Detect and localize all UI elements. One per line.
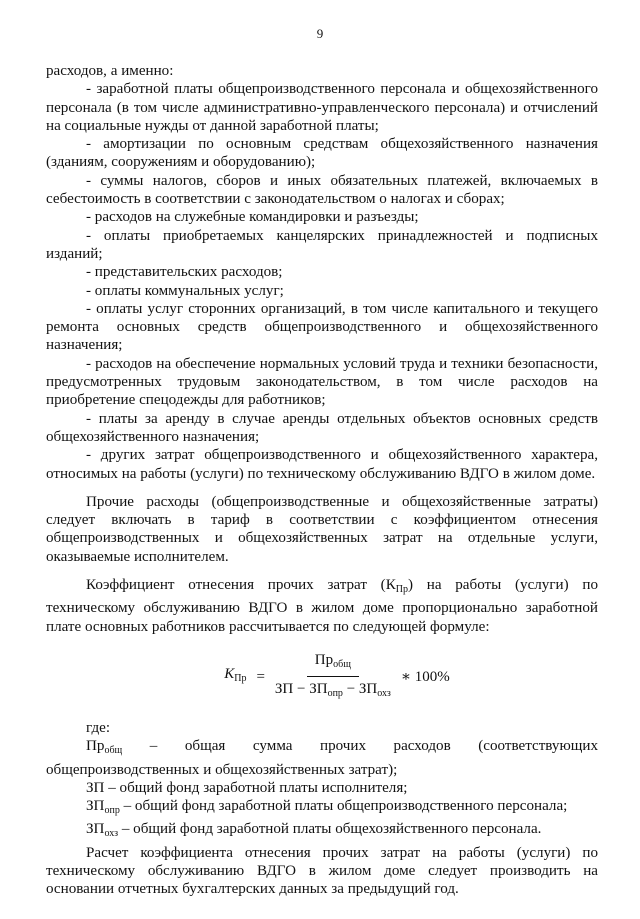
formula-equals: =	[256, 668, 265, 685]
list-item: - амортизации по основным средствам общехозяйственного назначения (зданиям, сооружениям и оборудованию);	[46, 136, 598, 171]
list-item: - оплаты услуг сторонних организаций, в том числе капитального и текущего ремонта основных средств общепроизводственного и общехозяйственного назначения;	[46, 300, 598, 354]
list-item: - оплаты приобретаемых канцелярских принадлежностей и подписных изданий;	[46, 227, 598, 262]
definition-zp-ohz: $ЗП_{охз}$ – общий фонд заработной платы общехозяйственного персонала.	[86, 821, 542, 840]
list-item: - суммы налогов, сборов и иных обязательных платежей, включаемых в себестоимость в соответствии с законодательством о налогах и сборах;	[46, 172, 598, 208]
formula	[76, 639, 598, 715]
definition-zp: ЗП – общий фонд заработной платы исполнителя;	[86, 779, 408, 796]
paragraph-coefficient: Коэффициент отнесения прочих затрат $(К_{Пр})$ на работы (услуги) по техническому обслуживанию ВДГО в жилом доме пропорционально заработной плате основных работников рассчитывается по следующей формуле:	[46, 577, 598, 635]
paragraph-calculation: Расчет коэффициента отнесения прочих затрат на работы (услуги) по техническому обслуживанию ВДГО в жилом доме следует производить на основании отчетных бухгалтерских данных за предыдущий год.	[46, 844, 598, 898]
list-item: - расходов на служебные командировки и разъезды;	[86, 209, 419, 226]
list-item: - представительских расходов;	[86, 264, 283, 281]
formula-numerator: $Пр_{общ}$	[307, 651, 359, 677]
list-item: - расходов на обеспечение нормальных условий труда и техники безопасности, предусмотренных трудовым законодательством, в том числе расходов на приобретение спецодежды для работников;	[46, 355, 598, 409]
list-item: - платы за аренду в случае аренды отдельных объектов основных средств общехозяйственного назначения;	[46, 410, 598, 445]
definition-prob: $Пр_{общ}$ – общая сумма прочих расходов (соответствующих общепроизводственных и общехозяйственных затрат);	[46, 738, 598, 778]
paragraph-other-expenses: Прочие расходы (общепроизводственные и общехозяйственные затраты) следует включать в тариф в соответствии с коэффициентом отнесения общепроизводственных и общехозяйственных затрат на отдельные услуги, оказываемые исполнителем.	[46, 493, 598, 565]
document-body	[46, 62, 598, 899]
where-label: где:	[86, 719, 111, 736]
page-number: 9	[316, 26, 324, 41]
list-item: - заработной платы общепроизводственного персонала и общехозяйственного персонала (в том числе административно-управленческого персонала) и отчислений на социальные нужды от данной заработной платы;	[46, 81, 598, 134]
formula-lhs: $K_{Пр}$	[224, 666, 247, 685]
formula-denominator: ЗП − $ЗП_{опр} - ЗП_{охз}$	[274, 680, 391, 699]
paragraph-intro: расходов, а именно:	[46, 63, 174, 79]
formula-multiplier: ∗ 100%	[400, 668, 450, 685]
list-item: - оплаты коммунальных услуг;	[86, 282, 284, 299]
list-item: - других затрат общепроизводственного и общехозяйственного характера, относимых на работы (услуги) по техническому обслуживанию ВДГО в жилом доме.	[46, 447, 598, 482]
formula-fraction	[271, 651, 395, 704]
definition-zp-opr: $ЗП_{опр}$ – общий фонд заработной платы общепроизводственного персонала;	[86, 798, 568, 817]
